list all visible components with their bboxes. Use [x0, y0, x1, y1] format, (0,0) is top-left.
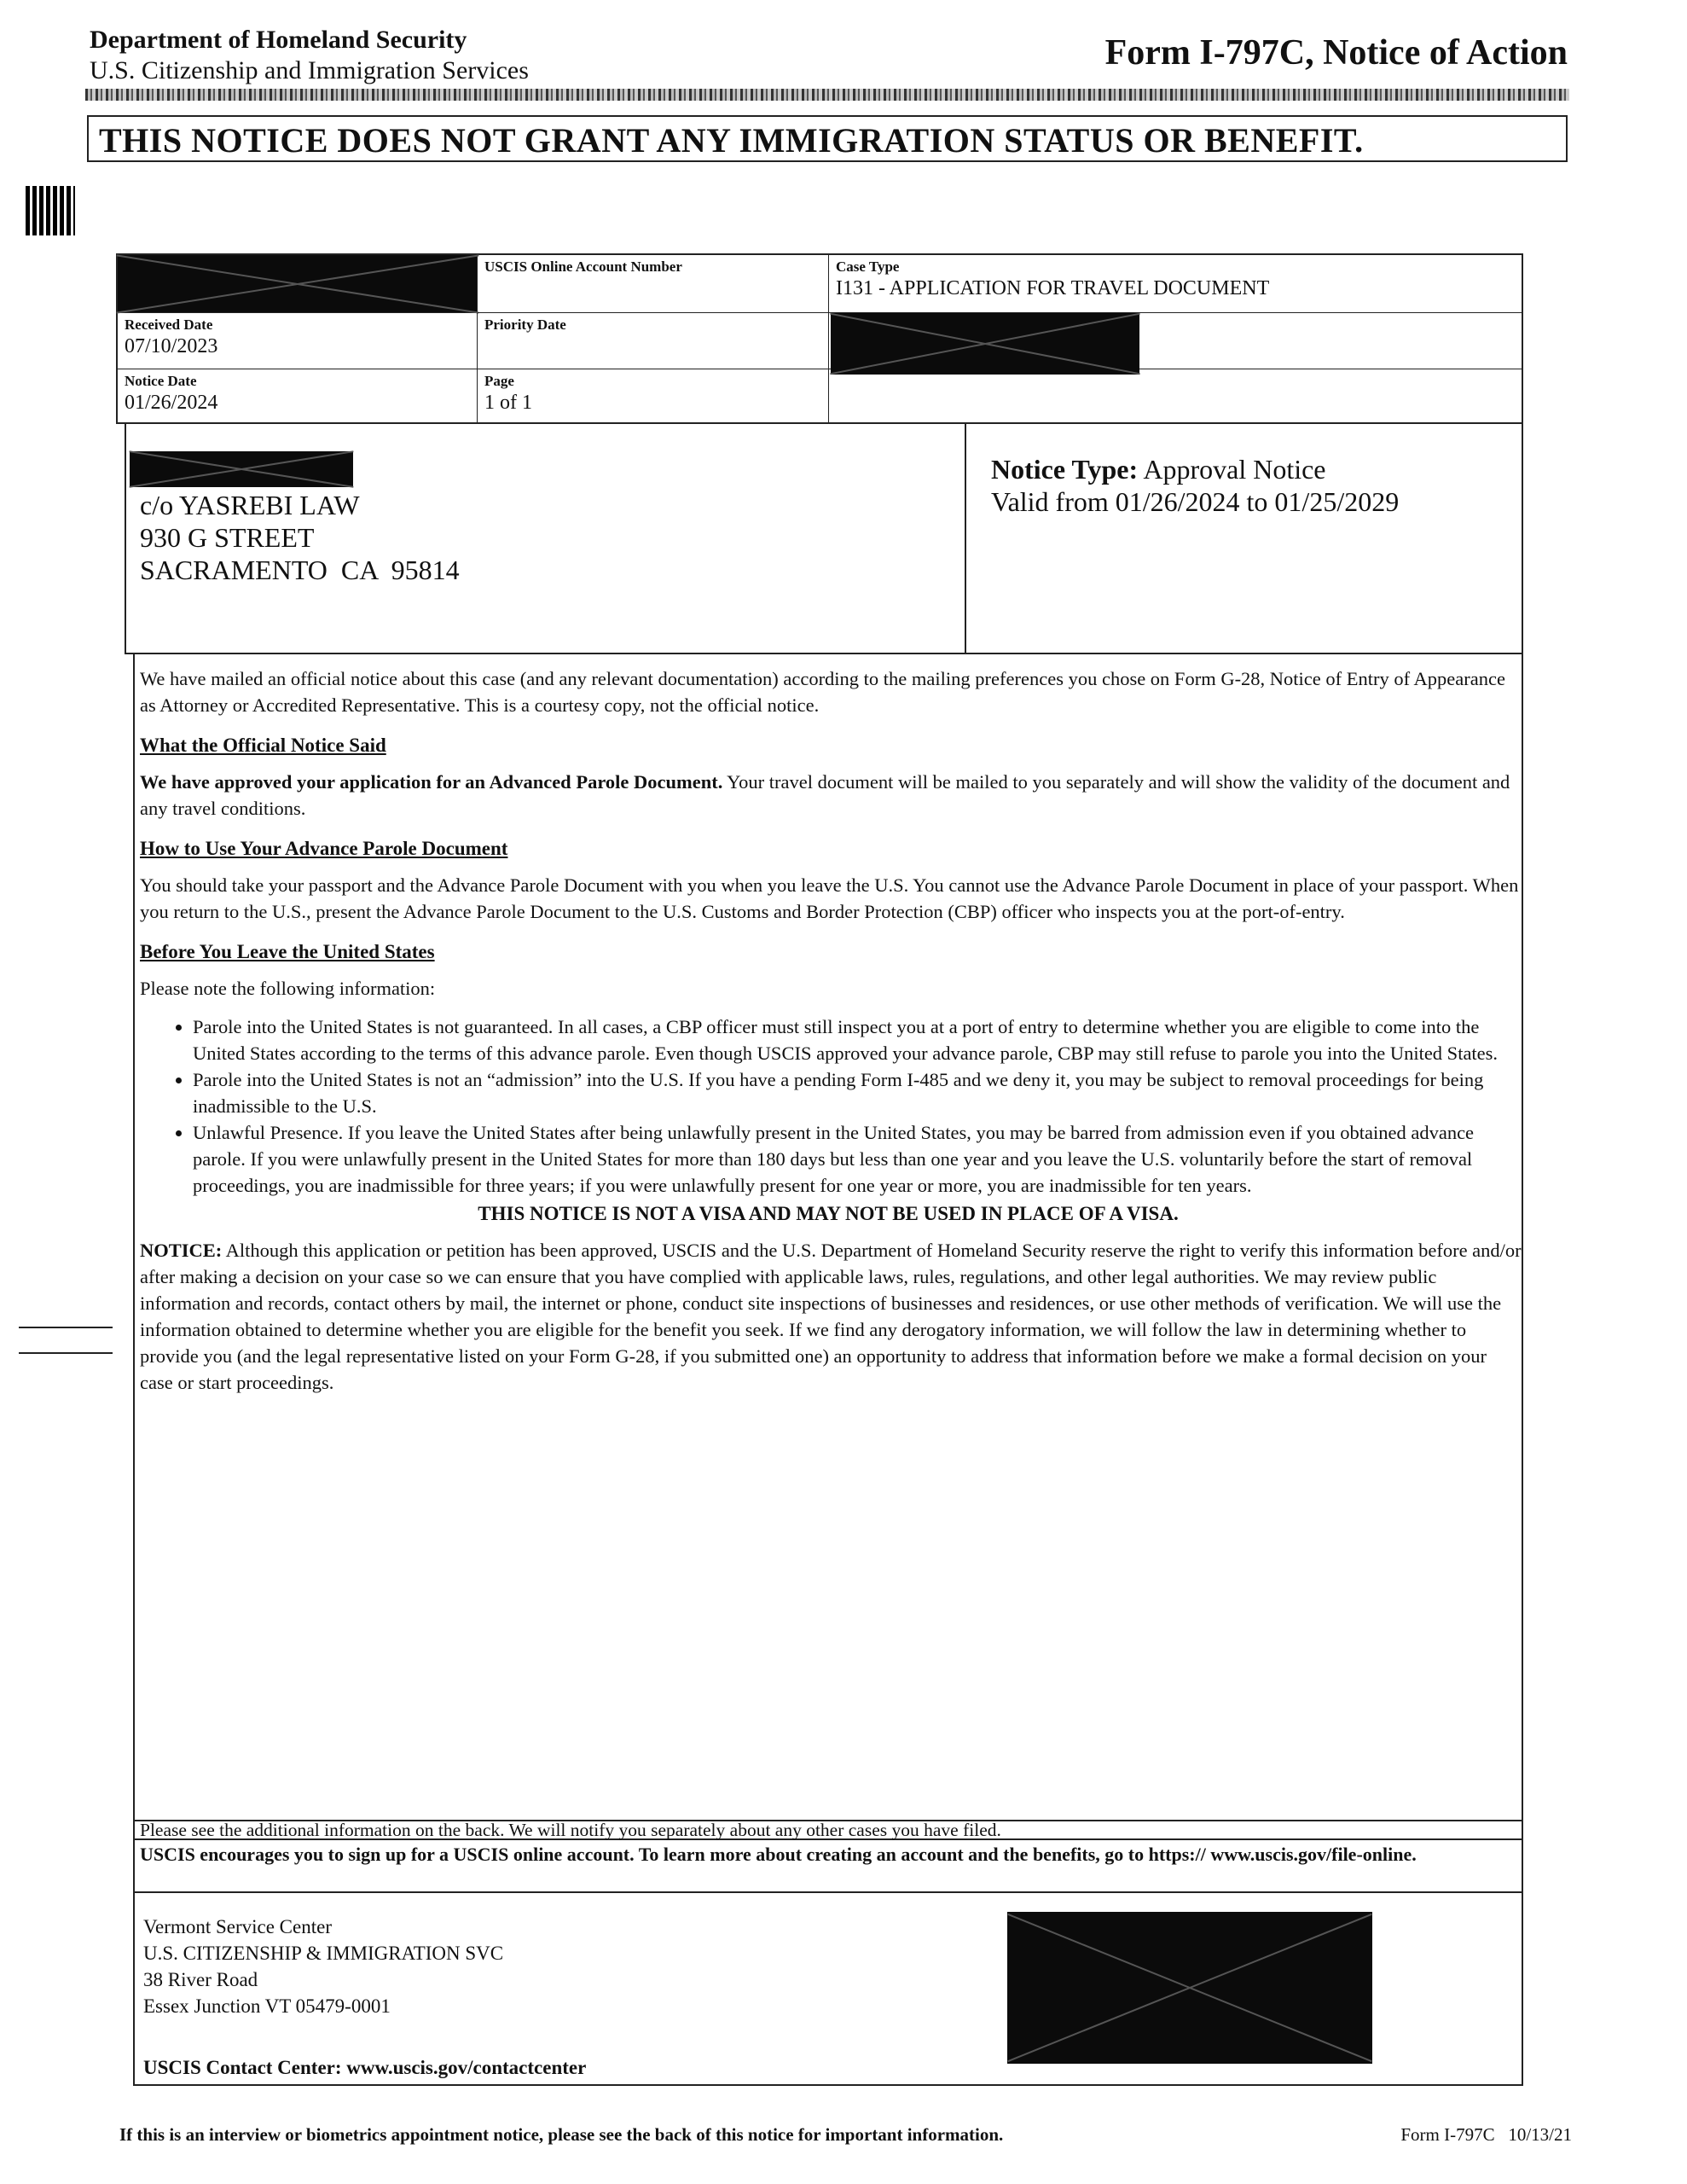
notice-date-cell [118, 369, 478, 422]
online-account-label: USCIS Online Account Number [484, 258, 682, 275]
notice-body [133, 665, 1523, 1408]
redacted-receipt-number [118, 255, 478, 313]
redacted-beneficiary [831, 313, 1139, 375]
notice-label: NOTICE: [140, 1240, 223, 1261]
received-date-value: 07/10/2023 [125, 335, 218, 357]
bullet-item: • Parole into the United States is not guaranteed. In all cases, a CBP officer must still inspect you at a port of entry to determine whether you are eligible to come into the United States according to the terms of this advance parole. Even though USCIS approved your advance parole, CBP may still refuse to parole you into the United States. [193, 1014, 1523, 1066]
page-cell [478, 369, 829, 422]
online-account-cell [478, 255, 829, 313]
validity-period: Valid from 01/26/2024 to 01/25/2029 [991, 486, 1400, 517]
additional-info-bar: Please see the additional information on the back. We will notify you separately about any other cases you have filed. [133, 1820, 1523, 1840]
section-heading-official-notice: What the Official Notice Said [140, 735, 386, 756]
received-date-label: Received Date [125, 317, 213, 333]
approval-paragraph [140, 769, 1523, 822]
priority-date-cell [478, 313, 829, 369]
case-type-label: Case Type [836, 258, 900, 275]
fold-mark [19, 1327, 113, 1328]
intro-paragraph: We have mailed an official notice about this case (and any relevant documentation) according to the mailing preferences you chose on Form G-28, Notice of Entry of Appearance as Attorney or Accredited Representative. This is a courtesy copy, not the official notice. [140, 668, 1505, 716]
address-line-1: c/o YASREBI LAW [140, 490, 360, 520]
beneficiary-cell [829, 313, 1522, 369]
address-divider [965, 424, 966, 654]
service-center-street: 38 River Road [143, 1969, 258, 1990]
notice-type-value: Approval Notice [1143, 454, 1326, 485]
redacted-signature-block [1007, 1912, 1372, 2064]
case-info-grid [116, 253, 1523, 424]
footer-note: If this is an interview or biometrics appointment notice, please see the back of this notice for important information. [119, 2124, 1004, 2145]
how-to-use-paragraph: You should take your passport and the Advance Parole Document with you when you leave the U.S. You cannot use the Advance Parole Document in place of your passport. When you return to the U.S., present the Advance Parole Document to the U.S. Customs and Border Protection (CBP) officer who inspects you at the port-of-entry. [140, 874, 1519, 922]
bullet-item: • Unlawful Presence. If you leave the United States after being unlawfully present in the United States, you may be barred from admission even if you obtained advance parole. If you were unlawfully present in the United States for more than 180 days but less than one year and you leave the U.S. voluntarily before the start of removal proceedings, you are inadmissible for three years; if you were unlawfully present for one year or more, you are inadmissible for ten years. [193, 1119, 1523, 1199]
case-type-value: I131 - APPLICATION FOR TRAVEL DOCUMENT [836, 277, 1270, 299]
service-center-city: Essex Junction VT 05479-0001 [143, 1995, 391, 2017]
notice-type-block [991, 453, 1399, 518]
service-center-agency: U.S. CITIZENSHIP & IMMIGRATION SVC [143, 1943, 504, 1964]
section-heading-how-to-use: How to Use Your Advance Parole Document [140, 838, 508, 859]
address-line-3: SACRAMENTO CA 95814 [140, 555, 460, 585]
status-banner: THIS NOTICE DOES NOT GRANT ANY IMMIGRATION STATUS OR BENEFIT. [87, 115, 1568, 162]
visa-warning: THIS NOTICE IS NOT A VISA AND MAY NOT BE USED IN PLACE OF A VISA. [478, 1203, 1179, 1224]
section-heading-before-leaving: Before You Leave the United States [140, 941, 435, 962]
notice-date-label: Notice Date [125, 373, 197, 389]
header-stripe [85, 89, 1569, 101]
page-label: Page [484, 373, 514, 389]
service-center-name: Vermont Service Center [143, 1916, 332, 1937]
info-bullet-list [167, 1014, 1523, 1199]
case-type-cell [829, 255, 1522, 313]
notice-type-label: Notice Type: [991, 454, 1139, 485]
notice-date-value: 01/26/2024 [125, 392, 218, 414]
priority-date-label: Priority Date [484, 317, 566, 333]
empty-cell [829, 369, 1522, 422]
redacted-recipient-name [130, 451, 353, 487]
approval-statement: We have approved your application for an Advanced Parole Document. [140, 771, 723, 793]
barcode-icon [26, 186, 75, 235]
notice-paragraph [140, 1237, 1523, 1396]
online-account-notice: USCIS encourages you to sign up for a USCIS online account. To learn more about creating an account and the benefits, go to https:// www.uscis.gov/file-online. [133, 1840, 1523, 1893]
approval-details: Your travel document will be mailed to you separately and will show the validity of the document and any travel conditions. [140, 771, 1510, 819]
page-value: 1 of 1 [484, 392, 532, 414]
contact-center: USCIS Contact Center: www.uscis.gov/contactcenter [143, 2057, 587, 2078]
bullet-item: • Parole into the United States is not an “admission” into the U.S. If you have a pending Form I-485 and we deny it, you may be subject to removal proceedings for being inadmissible to the U.S. [193, 1066, 1523, 1119]
address-line-2: 930 G STREET [140, 522, 315, 553]
mailing-address [140, 489, 460, 586]
form-edition: Form I-797C 10/13/21 [1400, 2124, 1572, 2145]
note-intro: Please note the following information: [140, 978, 436, 999]
service-center-address [143, 1914, 503, 2019]
agency-name: Department of Homeland Security [90, 26, 467, 54]
address-section [125, 422, 1523, 654]
form-title: Form I-797C, Notice of Action [1104, 33, 1568, 73]
received-date-cell [118, 313, 478, 369]
fold-mark [19, 1352, 113, 1354]
service-center-box [133, 1893, 1523, 2086]
agency-subname: U.S. Citizenship and Immigration Services [90, 56, 529, 84]
notice-text: Although this application or petition has been approved, USCIS and the U.S. Department of Homeland Security reserve the right to verify this information before and/or after making a decision on your case so we can ensure that you have complied with applicable laws, rules, regulations, and other legal authorities. We may review public information and records, contact others by mail, the internet or phone, conduct site inspections of businesses and residences, or use other methods of verification. We will use the information obtained to determine whether you are eligible for the benefit you seek. If we find any derogatory information, we will follow the law in determining whether to provide you (and the legal representative listed on your Form G-28, if you submitted one) an opportunity to address that information before we make a formal decision on your case or start proceedings. [140, 1240, 1522, 1393]
